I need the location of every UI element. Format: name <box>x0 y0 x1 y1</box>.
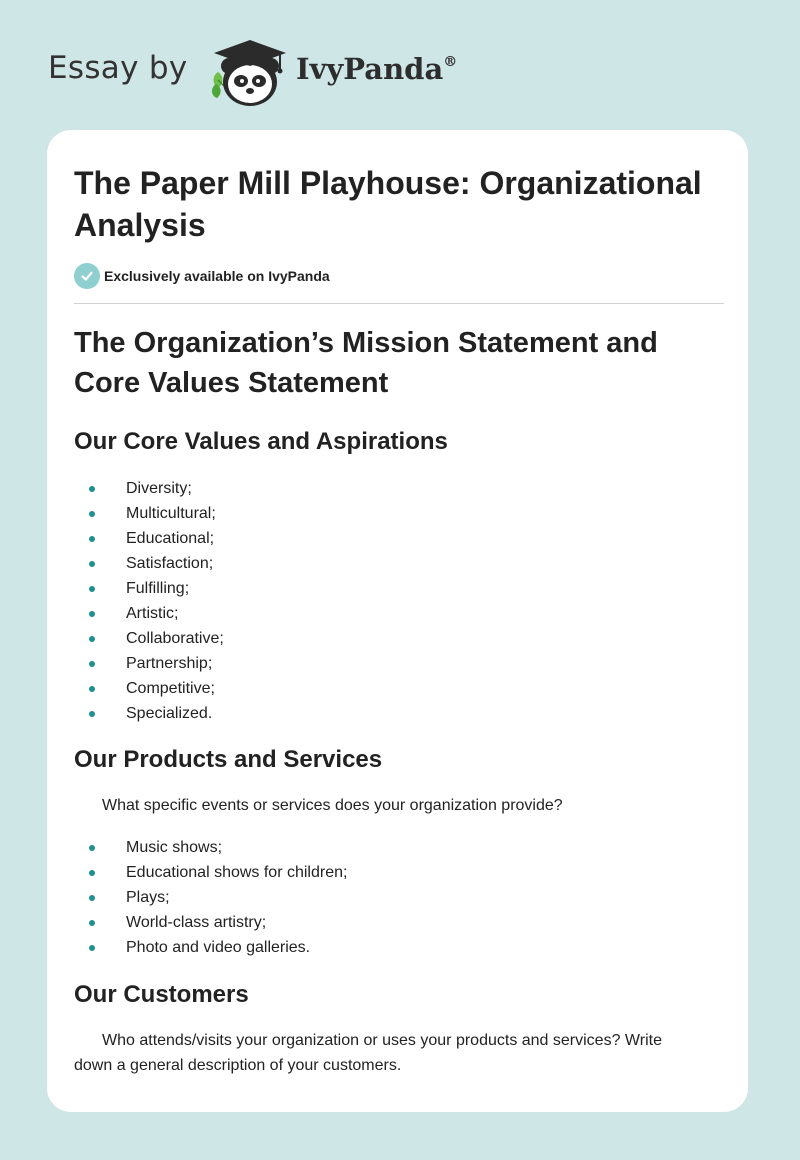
section-heading: The Organization’s Mission Statement and Core Values Statement <box>74 327 658 399</box>
registered-mark: ® <box>443 54 458 71</box>
products-question: What specific events or services does your organization provide? <box>102 797 563 814</box>
products-heading: Our Products and Services <box>74 746 383 773</box>
products-list <box>74 835 714 960</box>
list-item: Specialized. <box>74 701 714 726</box>
essay-card <box>47 130 748 1112</box>
list-item: Fulfilling; <box>74 576 714 601</box>
badge-label: Exclusively available on IvyPanda <box>104 268 330 284</box>
customers-heading: Our Customers <box>74 981 249 1008</box>
list-item: Artistic; <box>74 601 714 626</box>
list-item: Music shows; <box>74 835 714 860</box>
brand-name[interactable] <box>296 52 457 86</box>
list-item: Competitive; <box>74 676 714 701</box>
list-item: Partnership; <box>74 651 714 676</box>
customers-question: Who attends/visits your organization or uses your products and services? Write down a general description of your customers. <box>74 1032 662 1074</box>
panda-graduate-logo-icon[interactable] <box>202 36 292 110</box>
brand-header <box>48 36 508 110</box>
list-item: Plays; <box>74 885 714 910</box>
list-item: Collaborative; <box>74 626 714 651</box>
divider <box>74 303 724 304</box>
checkmark-icon <box>74 263 100 289</box>
list-item: World-class artistry; <box>74 910 714 935</box>
list-item: Satisfaction; <box>74 551 714 576</box>
list-item: Educational; <box>74 526 714 551</box>
brand-name-text: IvyPanda <box>296 52 444 86</box>
essay-title: The Paper Mill Playhouse: Organizational Analysis <box>74 165 702 243</box>
list-item: Educational shows for children; <box>74 860 714 885</box>
core-values-heading: Our Core Values and Aspirations <box>74 428 448 455</box>
core-values-list <box>74 476 714 726</box>
list-item: Diversity; <box>74 476 714 501</box>
list-item: Photo and video galleries. <box>74 935 714 960</box>
list-item: Multicultural; <box>74 501 714 526</box>
brand-prefix: Essay by <box>48 50 188 86</box>
